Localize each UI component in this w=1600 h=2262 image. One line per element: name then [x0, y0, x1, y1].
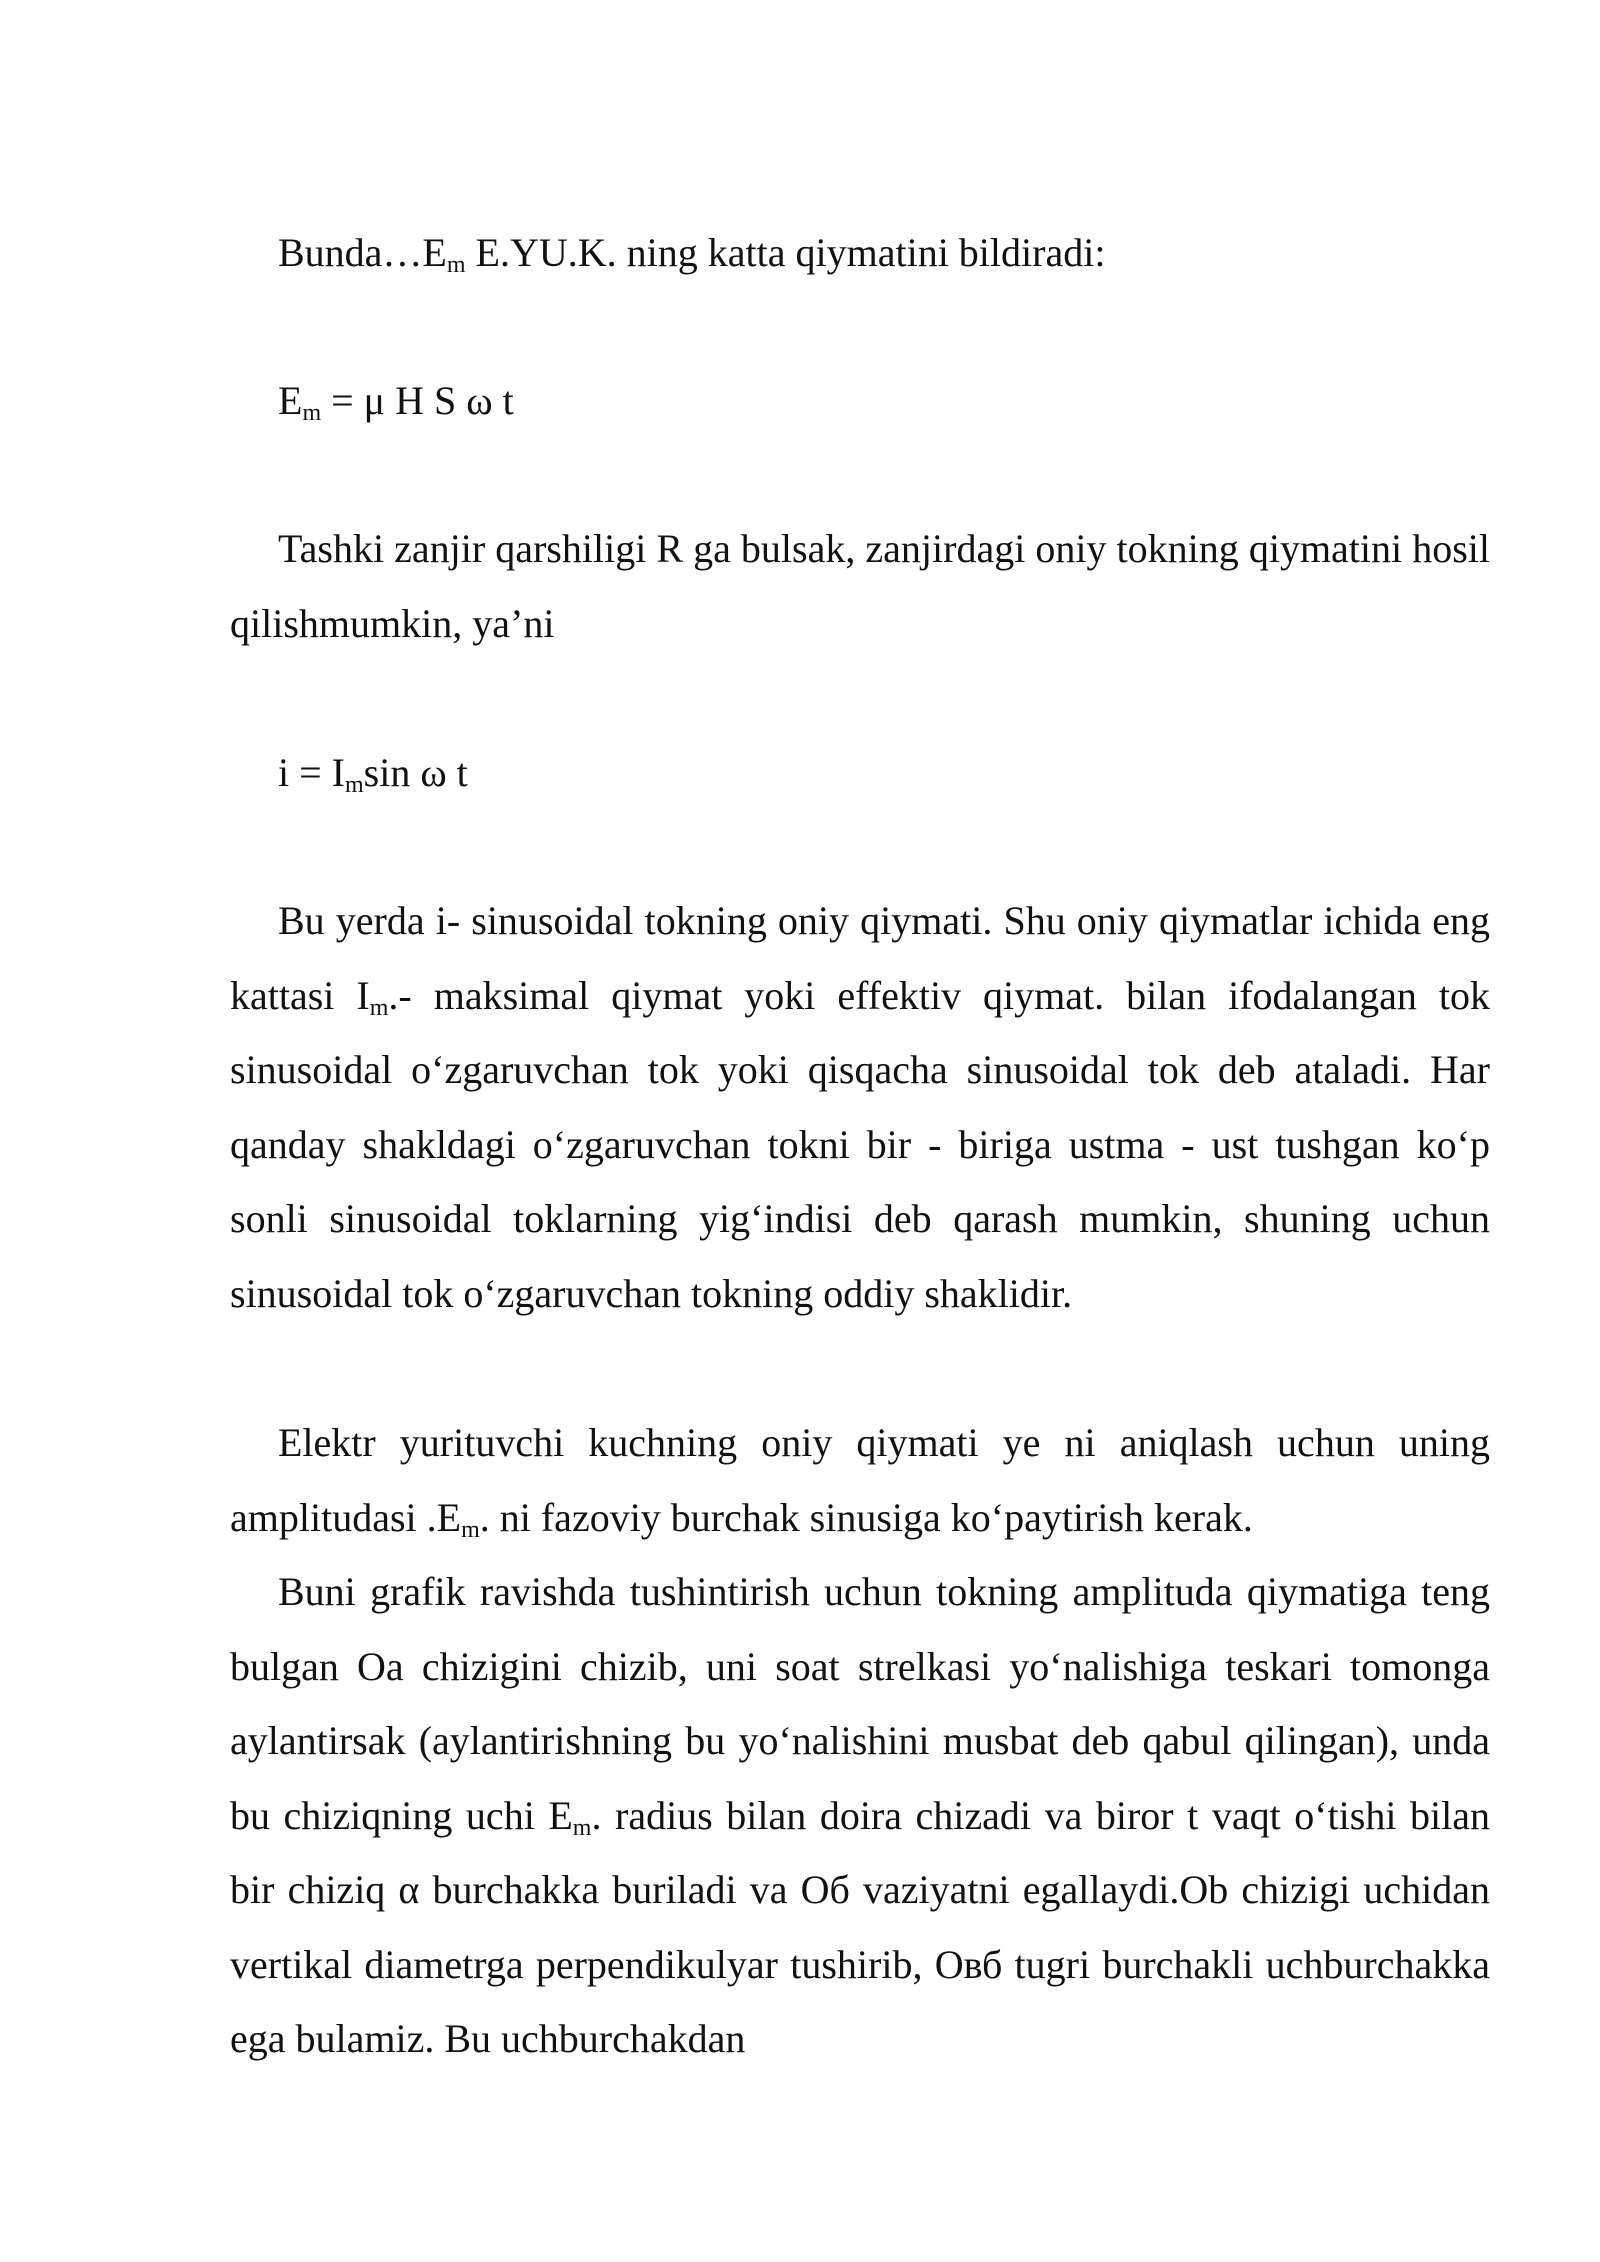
paragraph-graphical-explanation: Buni grafik ravishda tushintirish uchun tokning amplituda qiymatiga teng bulgan Oa chizigini chizib, uni soat strelkasi yo‘nalishiga teskari tomonga aylantirsak (aylantirishning bu yo‘nalishini musbat deb qabul qilingan), unda bu chiziqning uchi $E_m$. radius bilan doira chizadi va biror t vaqt o‘tishi bilan bir chiziq α burchakka buriladi va Об vaziyatni egallaydi.Ob chizigi uchidan vertikal diametrga perpendikulyar tushirib, Овб tugri burchakli uchburchakka ega bulamiz. Bu uchburchakdan — [230, 1569, 1490, 2061]
paragraph-sinusoidal-current: Bu yerda i- sinusoidal tokning oniy qiymati. Shu oniy qiymatlar ichida eng kattasi $I_m.-$ maksimal qiymat yoki effektiv qiymat. bilan ifodalangan tok sinusoidal o‘zgaruvchan tok yoki qisqacha sinusoidal tok deb ataladi. Har qanday shakldagi o‘zgaruvchan tokni bir - biriga ustma - ust tushgan ko‘p sonli sinusoidal toklarning yig‘indisi deb qarash mumkin, shuning uchun sinusoidal tok o‘zgaruvchan tokning oddiy shaklidir. — [230, 898, 1491, 1316]
paragraph-emf-instantaneous: Elektr yurituvchi kuchning oniy qiymati ye ni aniqlash uchun uning amplitudasi $.E_m$. ni fazoviy burchak sinusiga ko‘paytirish kerak. — [230, 1420, 1490, 1543]
formula-current: $i = I_m\sin$ ω t — [278, 750, 468, 798]
formula-em: $E_m = \mu$ H S ω t — [278, 378, 514, 426]
intro-line: $Bunda\dots E_m$ E.YU.K. ning katta qiymatini bildiradi: — [278, 230, 1106, 278]
paragraph-external-circuit: Tashki zanjir qarshiligi R ga bulsak, zanjirdagi oniy tokning qiymatini hosil qilishmumkin, ya’ni — [230, 526, 1490, 646]
